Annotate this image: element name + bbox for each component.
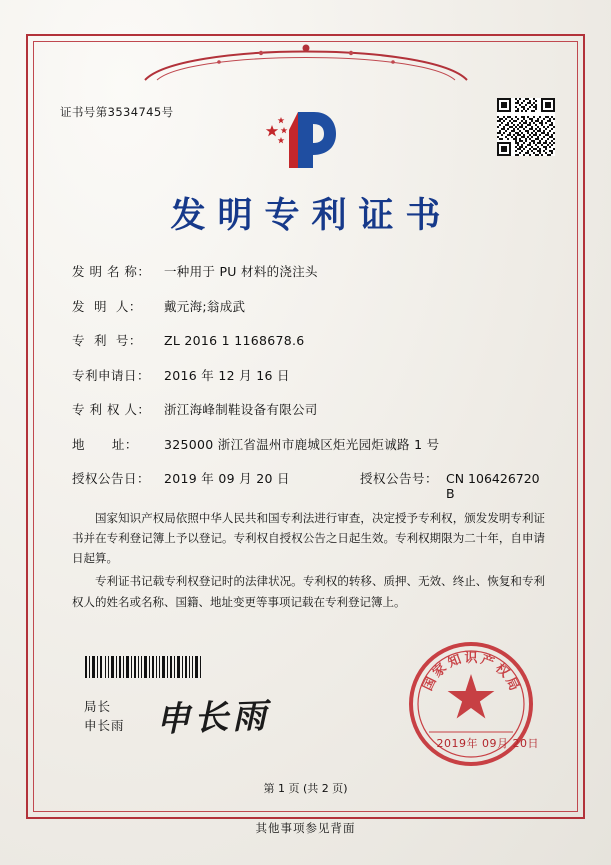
signature-block: [84, 698, 125, 736]
field-row-grant-announcement: [72, 469, 547, 501]
svg-text:权: 权: [492, 660, 512, 681]
field-row-application-date: [72, 366, 547, 384]
page-number: 第 1 页 (共 2 页): [263, 782, 348, 795]
svg-text:知: 知: [445, 652, 464, 671]
paragraph-1: 国家知识产权局依照中华人民共和国专利法进行审查，决定授予专利权，颁发发明专利证书并在专利登记簿上予以登记。专利权自授权公告之日起生效。专利权期限为二十年，自申请日起算。: [72, 511, 545, 566]
svg-text:国: 国: [420, 674, 440, 694]
certificate-body-text: [72, 508, 545, 615]
field-label-invention-name: 发 明 名 称：: [72, 264, 151, 279]
field-label-grant-date: 授权公告日：: [72, 471, 151, 486]
director-label: 局长: [84, 699, 112, 714]
field-row-address: [72, 435, 547, 453]
director-name: 申长雨: [84, 717, 125, 733]
director-handwritten-signature: 申长雨: [155, 696, 271, 740]
svg-text:局: 局: [502, 674, 522, 694]
field-label-application-date: 专利申请日：: [72, 367, 151, 383]
field-value-patent-number: ZL 2016 1 1168678.6: [164, 333, 305, 348]
qr-code: [497, 98, 555, 156]
certificate-number: 证书号第3534745号: [60, 105, 174, 119]
field-value-grant-date: 2019 年 09 月 20 日: [164, 471, 290, 486]
page-title: 发明专利证书: [170, 196, 453, 236]
svg-text:产: 产: [478, 652, 497, 671]
field-label-address: 地 址：: [72, 436, 138, 452]
field-row-patent-number: [72, 331, 547, 349]
field-label-patentee: 专 利 权 人：: [72, 402, 151, 417]
field-value-inventor: 戴元海;翁成武: [164, 298, 246, 314]
barcode: [84, 656, 202, 678]
field-value-patentee: 浙江海峰制鞋设备有限公司: [164, 402, 318, 417]
field-row-inventor: [72, 297, 547, 315]
cnipa-emblem-icon: [258, 108, 354, 172]
field-value-address: 325000 浙江省温州市鹿城区炬光园炬诚路 1 号: [164, 436, 440, 452]
field-label-inventor: 发 明 人：: [72, 298, 142, 314]
field-row-patentee: [72, 400, 547, 418]
field-value-grant-number: CN 106426720 B: [446, 471, 540, 501]
paragraph-2: 专利证书记载专利权登记时的法律状况。专利权的转移、质押、无效、终止、恢复和专利权人的姓名或名称、国籍、地址变更等事项记载在专利登记簿上。: [72, 574, 545, 609]
top-arc-ornament: [141, 36, 471, 82]
field-label-patent-number: 专 利 号：: [72, 333, 142, 348]
corner-ornament-top-right: [549, 34, 585, 70]
certificate-fields: [72, 262, 547, 518]
svg-text:家: 家: [430, 660, 450, 681]
svg-text:识: 识: [464, 651, 478, 666]
field-label-grant-number: 授权公告号：: [360, 471, 439, 486]
field-row-invention-name: [72, 262, 547, 280]
footer-note: 其他事项参见背面: [255, 821, 356, 835]
seal-date: 2019年 09月 20日: [436, 737, 539, 750]
field-value-application-date: 2016 年 12 月 16 日: [164, 367, 290, 383]
field-value-invention-name: 一种用于 PU 材料的浇注头: [164, 264, 318, 279]
corner-ornament-top-left: [26, 34, 62, 70]
